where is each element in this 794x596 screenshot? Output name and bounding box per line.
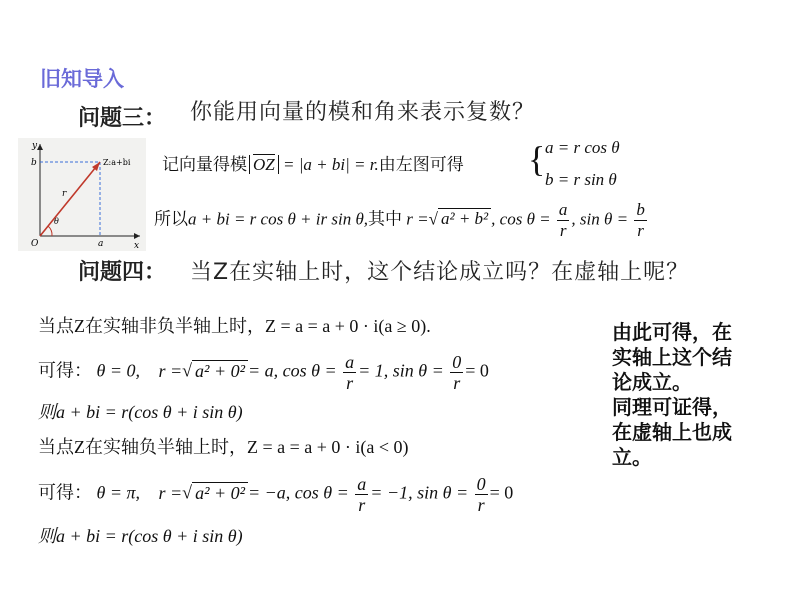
case1-theta: θ = 0, (96, 360, 140, 381)
modulus-line (162, 150, 464, 175)
section-title: 旧知导入 (40, 67, 124, 91)
complex-plane-figure (18, 138, 146, 251)
note-line-2: 实轴上这个结 (612, 345, 732, 369)
a-label: a (98, 239, 104, 249)
complex-plane-svg (18, 138, 146, 251)
system-eq-1: a = r cos θ (545, 138, 620, 157)
case2-after: = −a, cos θ = (248, 482, 349, 503)
modulus-prefix: 记向量得模 (162, 155, 247, 174)
case2-conclusion: 则a + bi = r(cos θ + i sin θ) (38, 526, 243, 546)
origin-label: O (31, 239, 39, 249)
case2-frac-a-r: $\frac{a}{r}$ (357, 474, 367, 515)
case2-theta: θ = π, (96, 482, 141, 503)
vector-oz (40, 162, 100, 236)
case1-sqrt-sign: √ (182, 360, 193, 381)
case2-end: = 0 (489, 482, 514, 503)
trig-form-eq: a + bi = r cos θ + ir sin θ, (188, 209, 369, 229)
x-label: x (134, 241, 140, 251)
note-line-5: 在虚轴上也成 (612, 420, 732, 444)
modulus-mid: 由左图可得 (378, 155, 464, 174)
case1-get-label: 可得： (38, 360, 92, 382)
sin-label: , sin θ = (571, 209, 629, 229)
case2-r-equals: r = (158, 482, 183, 503)
question-3-label: 问题三： (78, 106, 167, 131)
case2-statement: 当点Z在实轴负半轴上时，Z = a = a + 0 · i(a < 0) (38, 437, 409, 457)
y-label: y (32, 141, 38, 151)
r-label: r (62, 189, 67, 199)
case2-sqrt-sign: √ (182, 482, 193, 503)
sqrt-sign: √ (428, 209, 438, 229)
so-line (154, 200, 649, 241)
y-axis-arrow (37, 144, 43, 150)
question-4-text: 当Z在实轴上时，这个结论成立吗？在虚轴上呢？ (190, 260, 690, 285)
case1-result (38, 352, 489, 393)
case1-frac-a-r: $\frac{a}{r}$ (345, 352, 355, 393)
case2-radicand: a² + 0² (192, 482, 248, 504)
note-line-4: 同理可证得， (612, 395, 732, 419)
so-prefix: 所以 (154, 209, 188, 229)
r-equals: r = (406, 209, 429, 229)
case1-r-equals: r = (158, 360, 183, 381)
cos-label: , cos θ = (491, 209, 551, 229)
note-line-6: 立。 (612, 445, 652, 469)
question-4-label: 问题四： (78, 260, 167, 285)
case1-conclusion: 则a + bi = r(cos θ + i sin θ) (38, 402, 243, 422)
case1-mid: = 1, sin θ = (358, 360, 444, 381)
angle-arc (48, 226, 52, 236)
case1-statement: 当点Z在实轴非负半轴上时，Z = a = a + 0 · i(a ≥ 0). (38, 316, 431, 336)
question-3-text: 你能用向量的模和角来表示复数？ (190, 100, 536, 125)
system-eq-2: b = r sin θ (545, 170, 617, 189)
frac-b-over-r: $\frac{b}{r}$ (636, 200, 645, 240)
case1-after: = a, cos θ = (248, 360, 337, 381)
b-label: b (31, 158, 37, 168)
where-label: 其中 (368, 209, 403, 229)
sqrt-radicand: a² + b² (438, 208, 491, 229)
case1-end: = 0 (465, 360, 489, 381)
vector-modulus: OZ (249, 155, 279, 174)
brace: { (528, 139, 546, 179)
modulus-equation: = |a + bi| = r. (282, 155, 379, 174)
theta-label: θ (54, 217, 59, 226)
conclusion-note (612, 320, 782, 470)
case2-get-label: 可得： (38, 482, 92, 504)
x-axis-arrow (134, 233, 140, 239)
case2-mid: = −1, sin θ = (370, 482, 469, 503)
case2-frac-0-r: $\frac{0}{r}$ (476, 474, 486, 515)
case2-result (38, 474, 513, 515)
point-label: Z:a+bi (103, 158, 131, 167)
frac-a-over-r: $\frac{a}{r}$ (558, 200, 568, 240)
note-line-1: 由此可得，在 (612, 320, 732, 344)
case1-frac-0-r: $\frac{0}{r}$ (452, 352, 462, 393)
case1-radicand: a² + 0² (192, 360, 248, 382)
note-line-3: 论成立。 (612, 370, 692, 394)
